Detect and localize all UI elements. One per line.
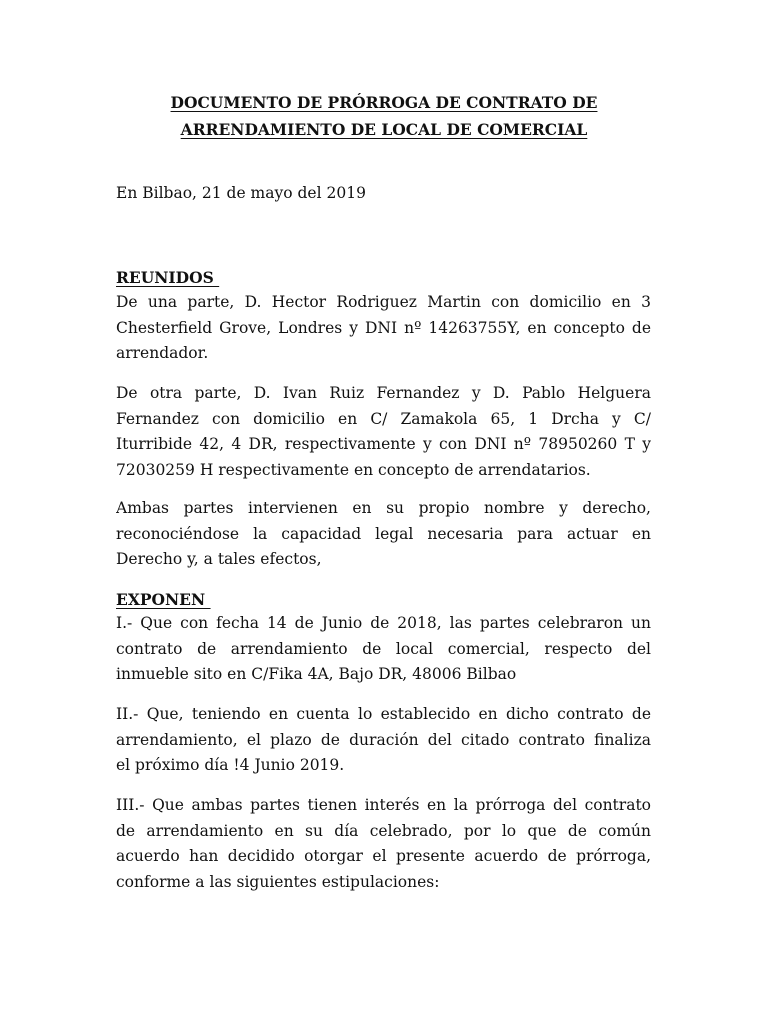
paragraph-line: Ambas partes intervienen en su propio nombre y derecho, — [116, 499, 651, 517]
paragraph-line: inmueble sito en C/Fika 4A, Bajo DR, 48006 Bilbao — [116, 665, 517, 683]
exponen-section-heading — [116, 587, 651, 613]
reunidos-paragraph-1 — [116, 290, 651, 367]
place-date — [116, 181, 651, 207]
paragraph-line: acuerdo han decidido otorgar el presente acuerdo de prórroga, — [116, 847, 651, 865]
paragraph-line: Iturribide 42, 4 DR, respectivamente y con DNI nº 78950260 T y — [116, 435, 651, 453]
paragraph-line: reconociéndose la capacidad legal necesaria para actuar en — [116, 524, 651, 543]
paragraph-line: De otra parte, D. Ivan Ruiz Fernandez y D. Pablo Helguera — [116, 384, 651, 402]
place-date-text: En Bilbao, 21 de mayo del 2019 — [116, 184, 366, 202]
exponen-paragraph-1 — [116, 611, 651, 688]
document-title-line-1: DOCUMENTO DE PRÓRROGA DE CONTRATO DE — [170, 93, 598, 112]
reunidos-heading: REUNIDOS — [116, 268, 220, 287]
reunidos-paragraph-3 — [116, 496, 651, 573]
paragraph-line: arrendamiento, el plazo de duración del citado contrato finaliza — [116, 730, 651, 749]
paragraph-line: 72030259 H respectivamente en concepto de arrendatarios. — [116, 460, 591, 479]
paragraph-line: de arrendamiento en su día celebrado, por lo que de común — [116, 821, 651, 840]
paragraph-line: Fernandez con domicilio en C/ Zamakola 65, 1 Drcha y C/ — [116, 409, 651, 428]
document-title-line-2: ARRENDAMIENTO DE LOCAL DE COMERCIAL — [180, 120, 588, 139]
paragraph-line: Chesterfield Grove, Londres y DNI nº 14263755Y, en concepto de — [116, 318, 651, 337]
paragraph-line: III.- Que ambas partes tienen interés en la prórroga del contrato — [116, 796, 651, 814]
exponen-heading: EXPONEN — [116, 590, 211, 609]
paragraph-line: contrato de arrendamiento de local comercial, respecto del — [116, 639, 651, 658]
reunidos-paragraph-2 — [116, 381, 651, 483]
paragraph-line: arrendador. — [116, 344, 209, 362]
paragraph-line: el próximo día !4 Junio 2019. — [116, 756, 345, 774]
paragraph-line: I.- Que con fecha 14 de Junio de 2018, las partes celebraron un — [116, 614, 651, 632]
paragraph-line: Derecho y, a tales efectos, — [116, 550, 322, 568]
exponen-paragraph-2 — [116, 702, 651, 779]
paragraph-line: II.- Que, teniendo en cuenta lo establecido en dicho contrato de — [116, 705, 651, 723]
paragraph-line: De una parte, D. Hector Rodriguez Martin con domicilio en 3 — [116, 293, 651, 311]
reunidos-section-heading — [116, 265, 651, 291]
paragraph-line: conforme a las siguientes estipulaciones: — [116, 872, 440, 891]
exponen-paragraph-3 — [116, 793, 651, 895]
